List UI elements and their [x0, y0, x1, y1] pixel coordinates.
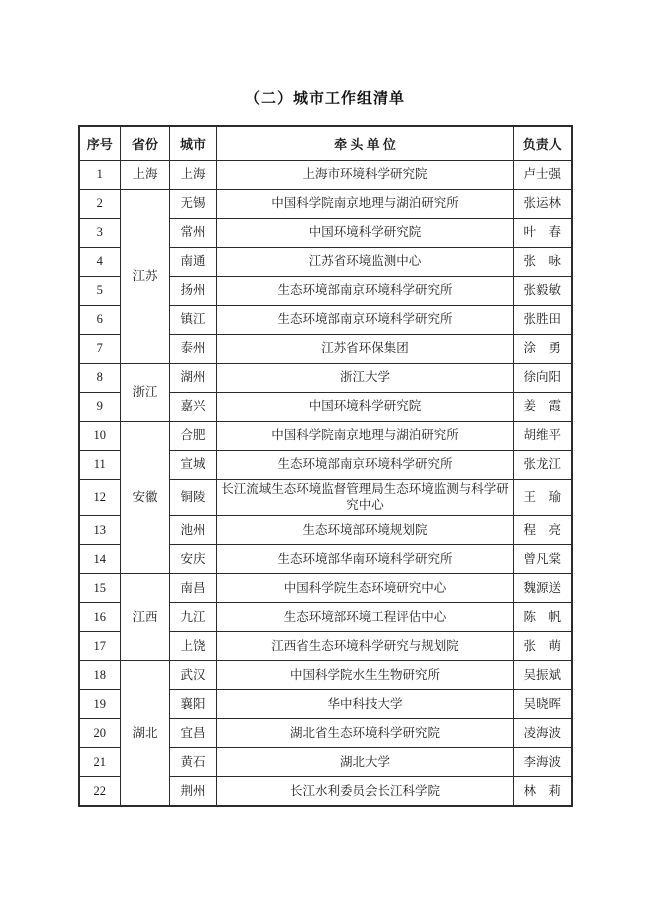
city-cell: 宣城 [170, 450, 217, 479]
leader-cell: 张 咏 [514, 247, 572, 276]
lead-unit-cell: 江苏省环保集团 [217, 334, 514, 363]
city-cell: 安庆 [170, 545, 217, 574]
lead-unit-cell: 生态环境部华南环境科学研究所 [217, 545, 514, 574]
province-cell: 浙江 [121, 363, 170, 421]
leader-cell: 陈 帆 [514, 603, 572, 632]
leader-cell: 王 瑜 [514, 479, 572, 516]
city-cell: 上饶 [170, 632, 217, 661]
row-number-cell: 4 [79, 247, 121, 276]
lead-unit-cell: 中国科学院南京地理与湖泊研究所 [217, 421, 514, 450]
lead-unit-cell: 生态环境部南京环境科学研究所 [217, 305, 514, 334]
city-cell: 嘉兴 [170, 392, 217, 421]
city-cell: 武汉 [170, 661, 217, 690]
city-workgroup-table [78, 125, 573, 807]
province-cell: 江苏 [121, 189, 170, 363]
lead-unit-cell: 中国科学院生态环境研究中心 [217, 574, 514, 603]
col-header-city: 城市 [170, 126, 217, 160]
row-number-cell: 18 [79, 661, 121, 690]
page-title: （二）城市工作组清单 [244, 91, 405, 107]
lead-unit-cell: 长江流域生态环境监督管理局生态环境监测与科学研究中心 [217, 479, 514, 516]
leader-cell: 吴振斌 [514, 661, 572, 690]
row-number-cell: 9 [79, 392, 121, 421]
row-number-cell: 11 [79, 450, 121, 479]
row-number-cell: 7 [79, 334, 121, 363]
lead-unit-cell: 生态环境部南京环境科学研究所 [217, 276, 514, 305]
leader-cell: 林 莉 [514, 777, 572, 806]
city-cell: 铜陵 [170, 479, 217, 516]
table-body [79, 160, 572, 806]
lead-unit-cell: 湖北省生态环境科学研究院 [217, 719, 514, 748]
row-number-cell: 5 [79, 276, 121, 305]
city-cell: 池州 [170, 516, 217, 545]
row-number-cell: 15 [79, 574, 121, 603]
col-header-no: 序号 [79, 126, 121, 160]
leader-cell: 曾凡棠 [514, 545, 572, 574]
row-number-cell: 3 [79, 218, 121, 247]
col-header-province: 省份 [121, 126, 170, 160]
row-number-cell: 8 [79, 363, 121, 392]
row-number-cell: 22 [79, 777, 121, 806]
leader-cell: 张 萌 [514, 632, 572, 661]
leader-cell: 徐向阳 [514, 363, 572, 392]
city-cell: 襄阳 [170, 690, 217, 719]
lead-unit-cell: 中国环境科学研究院 [217, 392, 514, 421]
lead-unit-cell: 上海市环境科学研究院 [217, 160, 514, 189]
table-header-row [79, 126, 572, 160]
leader-cell: 涂 勇 [514, 334, 572, 363]
col-header-unit: 牵 头 单 位 [217, 126, 514, 160]
row-number-cell: 17 [79, 632, 121, 661]
row-number-cell: 14 [79, 545, 121, 574]
table-header [79, 126, 572, 160]
city-cell: 合肥 [170, 421, 217, 450]
city-cell: 荆州 [170, 777, 217, 806]
lead-unit-cell: 华中科技大学 [217, 690, 514, 719]
row-number-cell: 19 [79, 690, 121, 719]
city-cell: 常州 [170, 218, 217, 247]
city-cell: 南昌 [170, 574, 217, 603]
province-cell: 江西 [121, 574, 170, 661]
lead-unit-cell: 中国环境科学研究院 [217, 218, 514, 247]
row-number-cell: 16 [79, 603, 121, 632]
table-row [79, 363, 572, 392]
row-number-cell: 6 [79, 305, 121, 334]
province-cell: 上海 [121, 160, 170, 189]
city-cell: 湖州 [170, 363, 217, 392]
leader-cell: 胡维平 [514, 421, 572, 450]
row-number-cell: 1 [79, 160, 121, 189]
city-cell: 扬州 [170, 276, 217, 305]
col-header-leader: 负责人 [514, 126, 572, 160]
table-row [79, 160, 572, 189]
city-cell: 九江 [170, 603, 217, 632]
leader-cell: 凌海波 [514, 719, 572, 748]
table-row [79, 421, 572, 450]
table-row [79, 574, 572, 603]
lead-unit-cell: 江西省生态环境科学研究与规划院 [217, 632, 514, 661]
lead-unit-cell: 中国科学院水生生物研究所 [217, 661, 514, 690]
lead-unit-cell: 生态环境部环境规划院 [217, 516, 514, 545]
row-number-cell: 20 [79, 719, 121, 748]
leader-cell: 叶 春 [514, 218, 572, 247]
province-cell: 湖北 [121, 661, 170, 806]
city-cell: 镇江 [170, 305, 217, 334]
row-number-cell: 12 [79, 479, 121, 516]
leader-cell: 魏源送 [514, 574, 572, 603]
leader-cell: 李海波 [514, 748, 572, 777]
leader-cell: 卢士强 [514, 160, 572, 189]
table-row [79, 661, 572, 690]
leader-cell: 姜 霞 [514, 392, 572, 421]
city-cell: 无锡 [170, 189, 217, 218]
lead-unit-cell: 长江水利委员会长江科学院 [217, 777, 514, 806]
leader-cell: 张龙江 [514, 450, 572, 479]
city-cell: 南通 [170, 247, 217, 276]
leader-cell: 程 亮 [514, 516, 572, 545]
leader-cell: 吴晓晖 [514, 690, 572, 719]
lead-unit-cell: 湖北大学 [217, 748, 514, 777]
leader-cell: 张胜田 [514, 305, 572, 334]
row-number-cell: 10 [79, 421, 121, 450]
leader-cell: 张运林 [514, 189, 572, 218]
city-cell: 上海 [170, 160, 217, 189]
row-number-cell: 2 [79, 189, 121, 218]
leader-cell: 张毅敏 [514, 276, 572, 305]
city-cell: 泰州 [170, 334, 217, 363]
table-row [79, 189, 572, 218]
lead-unit-cell: 中国科学院南京地理与湖泊研究所 [217, 189, 514, 218]
lead-unit-cell: 浙江大学 [217, 363, 514, 392]
lead-unit-cell: 江苏省环境监测中心 [217, 247, 514, 276]
row-number-cell: 21 [79, 748, 121, 777]
city-cell: 黄石 [170, 748, 217, 777]
row-number-cell: 13 [79, 516, 121, 545]
lead-unit-cell: 生态环境部环境工程评估中心 [217, 603, 514, 632]
lead-unit-cell: 生态环境部南京环境科学研究所 [217, 450, 514, 479]
city-cell: 宜昌 [170, 719, 217, 748]
province-cell: 安徽 [121, 421, 170, 574]
